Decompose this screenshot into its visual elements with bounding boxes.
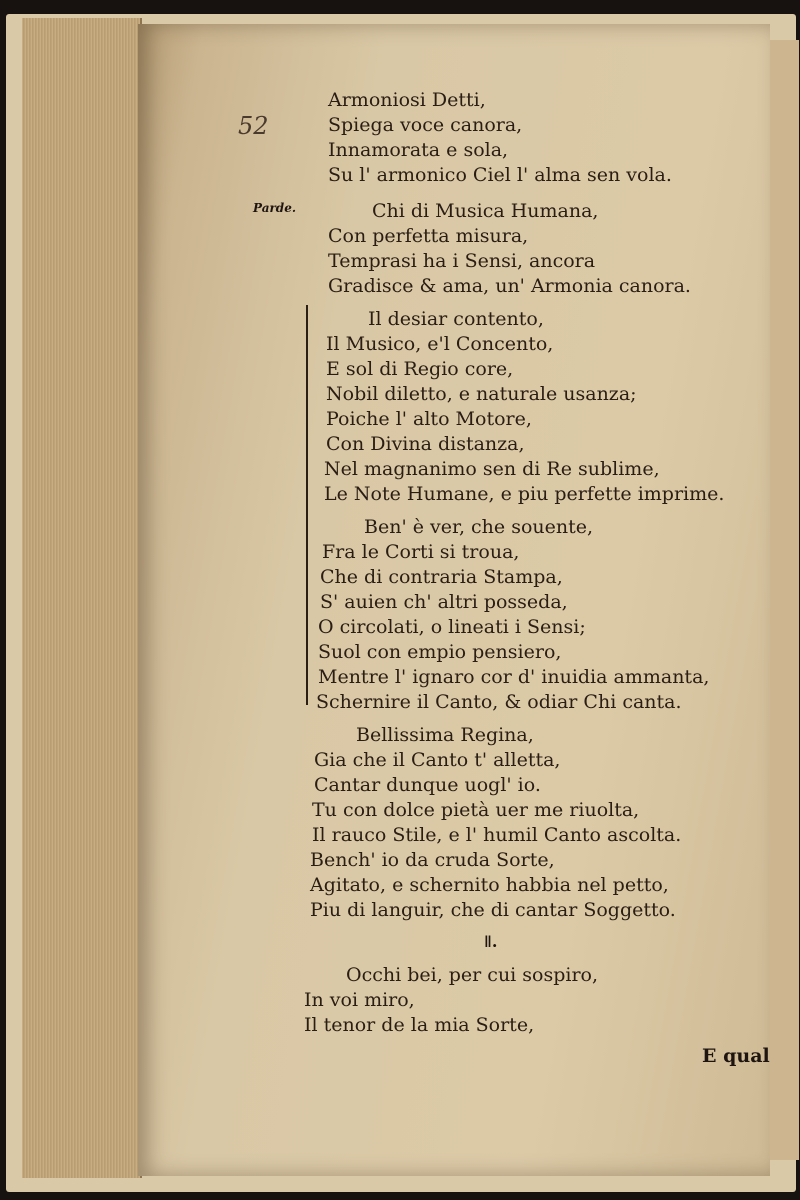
page-edges bbox=[22, 18, 142, 1178]
verse-line: Schernire il Canto, & odiar Chi canta. bbox=[316, 691, 682, 713]
verse-line: Agitato, e schernito habbia nel petto, bbox=[310, 874, 669, 896]
verse-line: Il Musico, e'l Concento, bbox=[326, 333, 554, 355]
verse-line: Su l' armonico Ciel l' alma sen vola. bbox=[328, 164, 672, 186]
verse-line: Chi di Musica Humana, bbox=[372, 200, 599, 222]
verse-line: E sol di Regio core, bbox=[326, 358, 514, 380]
verse-line: Poiche l' alto Motore, bbox=[326, 408, 532, 430]
verse-line: Nel magnanimo sen di Re sublime, bbox=[324, 458, 660, 480]
marginal-note: Parde. bbox=[253, 201, 297, 215]
verse-line: Temprasi ha i Sensi, ancora bbox=[328, 250, 596, 272]
verse-line: Ben' è ver, che souente, bbox=[364, 516, 594, 538]
verse-line: Armoniosi Detti, bbox=[328, 89, 486, 111]
stanza-bracket bbox=[306, 305, 316, 705]
verse-line: O circolati, o lineati i Sensi; bbox=[318, 616, 586, 638]
verse-line: Il tenor de la mia Sorte, bbox=[304, 1014, 535, 1036]
verse-line: Nobil diletto, e naturale usanza; bbox=[326, 383, 637, 405]
verse-line: Tu con dolce pietà uer me riuolta, bbox=[312, 799, 640, 821]
verse-line: S' auien ch' altri posseda, bbox=[320, 591, 568, 613]
verse-line: Bench' io da cruda Sorte, bbox=[310, 849, 555, 871]
verse-line: Mentre l' ignaro cor d' inuidia ammanta, bbox=[318, 666, 710, 688]
section-ornament: ǁ. bbox=[484, 932, 498, 951]
verse-line: Occhi bei, per cui sospiro, bbox=[346, 964, 599, 986]
verse-line: Il desiar contento, bbox=[368, 308, 544, 330]
catchword: E qual bbox=[702, 1045, 770, 1067]
verse-line: Con perfetta misura, bbox=[328, 225, 529, 247]
verse-line: Le Note Humane, e piu perfette imprime. bbox=[324, 483, 725, 505]
verse-line: Fra le Corti si troua, bbox=[322, 541, 520, 563]
verse-line: Bellissima Regina, bbox=[356, 724, 534, 746]
verse-line: In voi miro, bbox=[304, 989, 415, 1011]
verse-line: Con Divina distanza, bbox=[326, 433, 525, 455]
verse-line: Che di contraria Stampa, bbox=[320, 566, 563, 588]
verse-line: Innamorata e sola, bbox=[328, 139, 509, 161]
verse-line: Piu di languir, che di cantar Soggetto. bbox=[310, 899, 676, 921]
verse-line: Gia che il Canto t' alletta, bbox=[314, 749, 561, 771]
verse-line: Il rauco Stile, e l' humil Canto ascolta. bbox=[312, 824, 682, 846]
page-number: 52 bbox=[238, 112, 269, 140]
verse-line: Cantar dunque uogl' io. bbox=[314, 774, 541, 796]
verse-line: Suol con empio pensiero, bbox=[318, 641, 562, 663]
verse-line: Spiega voce canora, bbox=[328, 114, 523, 136]
verse-line: Gradisce & ama, un' Armonia canora. bbox=[328, 275, 691, 297]
